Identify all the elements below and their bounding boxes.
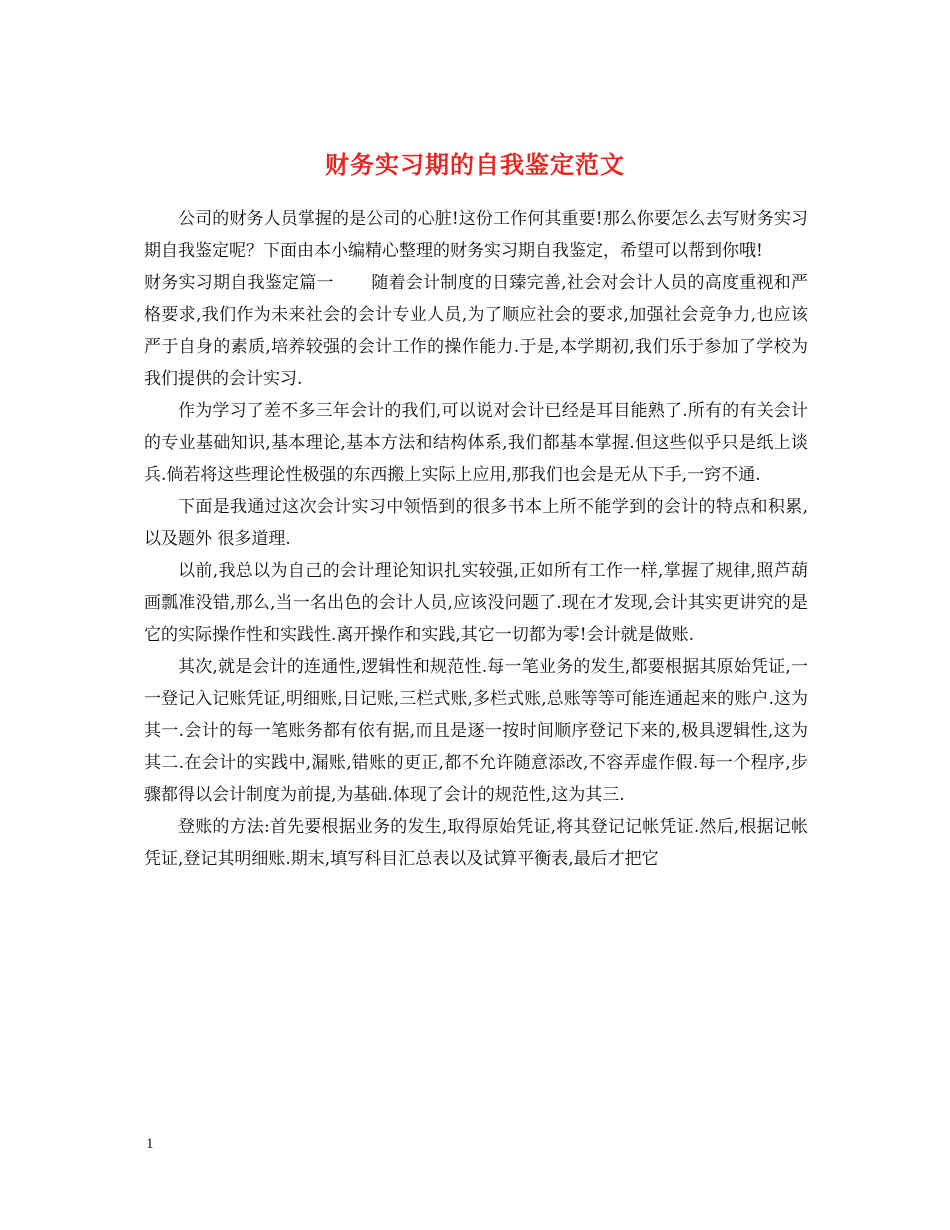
body-paragraph: 登账的方法:首先要根据业务的发生,取得原始凭证,将其登记记帐凭证.然后,根据记帐凭证,登记其明细账.期末,填写科目汇总表以及试算平衡表,最后才把它	[144, 817, 808, 869]
section-paragraph	[144, 267, 808, 395]
body-paragraph: 其次,就是会计的连通性,逻辑性和规范性.每一笔业务的发生,都要根据其原始凭证,一一登记入记账凭证,明细账,日记账,三栏式账,多栏式账,总账等等可能连通起来的账户.这为其一.会计的每一笔账务都有依有据,而且是逐一按时间顺序登记下来的,极具逻辑性,这为其二.在会计的实践中,漏账,错账的更正,都不允许随意添改,不容弄虚作假.每一个程序,步骤都得以会计制度为前提,为基础.体现了会计的规范性,这为其三.	[144, 657, 808, 805]
document-body	[144, 203, 808, 875]
section-heading: 财务实习期自我鉴定篇一	[144, 273, 334, 293]
body-paragraph: 作为学习了差不多三年会计的我们,可以说对会计已经是耳目能熟了.所有的有关会计的专业基础知识,基本理论,基本方法和结构体系,我们都基本掌握.但这些似乎只是纸上谈兵.倘若将这些理论性极强的东西搬上实际上应用,那我们也会是无从下手,一窍不通.	[144, 401, 808, 485]
document-title: 财务实习期的自我鉴定范文	[325, 150, 625, 180]
body-paragraph: 以前,我总以为自己的会计理论知识扎实较强,正如所有工作一样,掌握了规律,照芦葫画瓢准没错,那么,当一名出色的会计人员,应该没问题了.现在才发现,会计其实更讲究的是它的实际操作性和实践性.离开操作和实践,其它一切都为零!会计就是做账.	[144, 561, 808, 645]
page-number: 1	[146, 1136, 154, 1152]
section-first-text: 随着会计制度的日臻完善,社会对会计人员的高度重视和严格要求,我们作为未来社会的会计专业人员,为了顺应社会的要求,加强社会竞争力,也应该严于自身的素质,培养较强的会计工作的操作能力.于是,本学期初,我们乐于参加了学校为我们提供的会计实习.	[144, 273, 809, 389]
body-paragraph: 下面是我通过这次会计实习中领悟到的很多书本上所不能学到的会计的特点和积累,以及题外 很多道理.	[144, 497, 808, 549]
intro-paragraph: 公司的财务人员掌握的是公司的心脏!这份工作何其重要!那么你要怎么去写财务实习期自我鉴定呢？下面由本小编精心整理的财务实习期自我鉴定，希望可以帮到你哦!	[144, 209, 808, 261]
